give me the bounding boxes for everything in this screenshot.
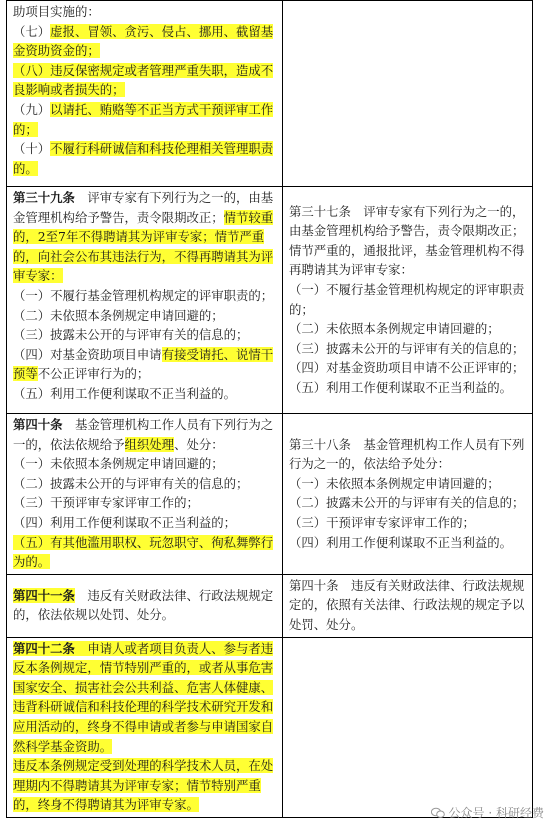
- clause-text: 有接受请托、说情干预等: [13, 346, 274, 382]
- revised-text-cell: [7, 637, 283, 817]
- revised-text-cell: [7, 574, 283, 637]
- clause-text: （二）披露未公开的与评审有关的信息的；: [289, 495, 525, 511]
- original-text-cell: [283, 574, 533, 637]
- table-row: [7, 187, 533, 414]
- clause-text: （四）对基金资助项目申请: [13, 346, 162, 362]
- clause-paragraph: [13, 513, 278, 533]
- clause-paragraph: [289, 493, 528, 513]
- article-number: 第四十条: [13, 417, 63, 432]
- clause-text: （一）未依照本条例规定申请回避的；: [13, 456, 224, 472]
- wechat-icon: [431, 807, 445, 819]
- article-number: 第四十一条: [13, 587, 75, 603]
- original-text-cell: [283, 414, 533, 575]
- revised-text-cell: [7, 414, 283, 575]
- table-row: [7, 414, 533, 575]
- clause-text: （三）干预评审专家评审工作的；: [289, 514, 475, 530]
- clause-text: 第四十条 违反有关财政法律、行政法规规定的，依照有关法律、行政法规的规定予以处罚、处分。: [289, 577, 525, 632]
- watermark: [431, 804, 544, 821]
- original-text-cell: [283, 637, 533, 817]
- clause-text: 组织处理: [124, 436, 175, 452]
- clause-text: （十）: [13, 141, 51, 157]
- clause-paragraph: [13, 454, 278, 474]
- table-row: [7, 1, 533, 187]
- clause-text: （二）未依照本条例规定申请回避的；: [289, 321, 500, 337]
- clause-text: 基金管理机构工作人员有下列行为之一的，依法依规给予: [13, 417, 274, 452]
- clause-paragraph: [13, 533, 278, 572]
- clause-paragraph: [13, 756, 278, 815]
- original-text-cell: [283, 187, 533, 414]
- clause-paragraph: [289, 358, 528, 378]
- clause-text: 申请人或者项目负责人、参与者违反本条例规定，情节特别严重的，或者从事危害国家安全、损害社会公共利益、危害人体健康、违背科研诚信和科技伦理的科学技术研究开发和应用活动的，终身不得申请或者参与申请国家自然科学基金资助。: [13, 640, 274, 754]
- clause-text: 助项目实施的：: [13, 4, 100, 19]
- clause-paragraph: [289, 378, 528, 398]
- clause-text: （八）: [13, 62, 51, 78]
- clause-text: （三）干预评审专家评审工作的；: [13, 495, 199, 511]
- table-row: [7, 637, 533, 817]
- clause-text: （四）利用工作便利谋取不正当利益的。: [289, 534, 513, 550]
- clause-paragraph: [13, 100, 278, 139]
- clause-paragraph: [13, 61, 278, 100]
- revised-text-cell: [7, 1, 283, 187]
- clause-paragraph: [13, 493, 278, 513]
- clause-text: 以请托、贿赂等不正当方式干预评审工作的；: [13, 101, 274, 137]
- clause-paragraph: [13, 286, 278, 306]
- clause-text: （二）披露未公开的与评审有关的信息的；: [13, 475, 249, 491]
- clause-paragraph: [13, 2, 278, 22]
- clause-text: 、处分：: [174, 436, 224, 452]
- clause-paragraph: [13, 345, 278, 384]
- clause-text: 不履行科研诚信和科技伦理相关管理职责的。: [13, 141, 274, 176]
- clause-paragraph: [13, 188, 278, 286]
- clause-text: （一）不履行基金管理机构规定的评审职责的；: [289, 281, 525, 317]
- clause-paragraph: [13, 639, 278, 757]
- clause-paragraph: [289, 474, 528, 494]
- comparison-table: [6, 0, 533, 818]
- clause-paragraph: [289, 202, 528, 280]
- article-number: 第三十九条: [13, 190, 75, 205]
- clause-paragraph: [13, 22, 278, 61]
- clause-paragraph: [289, 319, 528, 339]
- clause-text: 违反有关财政法律、行政法规规定的，依法依规以处罚、处分。: [13, 587, 274, 623]
- clause-text: （九）: [13, 101, 51, 117]
- clause-text: （七）: [13, 23, 51, 39]
- clause-text: （四）利用工作便利谋取不正当利益的；: [13, 514, 237, 530]
- clause-paragraph: [13, 139, 278, 178]
- clause-text: （三）披露未公开的与评审有关的信息的；: [289, 340, 525, 356]
- watermark-text: 公众号 · 科研经费: [448, 806, 544, 820]
- clause-paragraph: [289, 576, 528, 635]
- clause-text: （一）不履行基金管理机构规定的评审职责的；: [13, 287, 274, 303]
- clause-paragraph: [289, 435, 528, 474]
- clause-text: （二）未依照本条例规定申请回避的；: [13, 307, 224, 323]
- clause-text: 第三十七条 评审专家有下列行为之一的，由基金管理机构给予警告，责令限期改正；情节严重的，通报批评，基金管理机构不得再聘请其为评审专家：: [289, 203, 525, 278]
- clause-text: 违反本条例规定受到处理的科学技术人员，在处理期内不得聘请其为评审专家；情节特别严重的，终身不得聘请其为评审专家。: [13, 758, 274, 813]
- clause-paragraph: [289, 280, 528, 319]
- clause-text: （三）披露未公开的与评审有关的信息的；: [13, 327, 249, 343]
- clause-paragraph: [289, 533, 528, 553]
- clause-text: 情节较重的，2至7年不得聘请其为评审专家；情节严重的，向社会公布其违法行为，不得再聘请其为评审专家：: [13, 209, 274, 284]
- clause-paragraph: [13, 474, 278, 494]
- clause-paragraph: [13, 384, 278, 404]
- clause-paragraph: [13, 325, 278, 345]
- clause-text: （一）未依照本条例规定申请回避的；: [289, 475, 500, 491]
- clause-text: 违反保密规定或者管理严重失职，造成不良影响或者损失的；: [13, 62, 274, 98]
- clause-text: 评审专家有下列行为之一的，由基金管理机构给予警告，责令限期改正；: [13, 190, 274, 225]
- revised-text-cell: [7, 187, 283, 414]
- clause-paragraph: [289, 513, 528, 533]
- clause-text: （四）对基金资助项目申请不公正评审的；: [289, 360, 525, 376]
- clause-text: 有其他滥用职权、玩忽职守、徇私舞弊行为的。: [13, 534, 274, 570]
- clause-paragraph: [13, 306, 278, 326]
- clause-paragraph: [13, 415, 278, 454]
- clause-text: （五）利用工作便利谋取不正当利益的。: [289, 379, 513, 395]
- table-row: [7, 574, 533, 637]
- clause-text: 虚报、冒领、贪污、侵占、挪用、截留基金资助资金的；: [13, 23, 274, 59]
- clause-text: （五）利用工作便利谋取不正当利益的。: [13, 385, 237, 401]
- clause-text: 不公正评审行为的；: [37, 366, 150, 382]
- clause-paragraph: [289, 339, 528, 359]
- clause-paragraph: [13, 586, 278, 625]
- original-text-cell: [283, 1, 533, 187]
- article-number: 第四十二条: [13, 640, 75, 656]
- clause-text: （五）: [13, 534, 51, 550]
- clause-text: 第三十八条 基金管理机构工作人员有下列行为之一的，依法给予处分：: [289, 436, 525, 472]
